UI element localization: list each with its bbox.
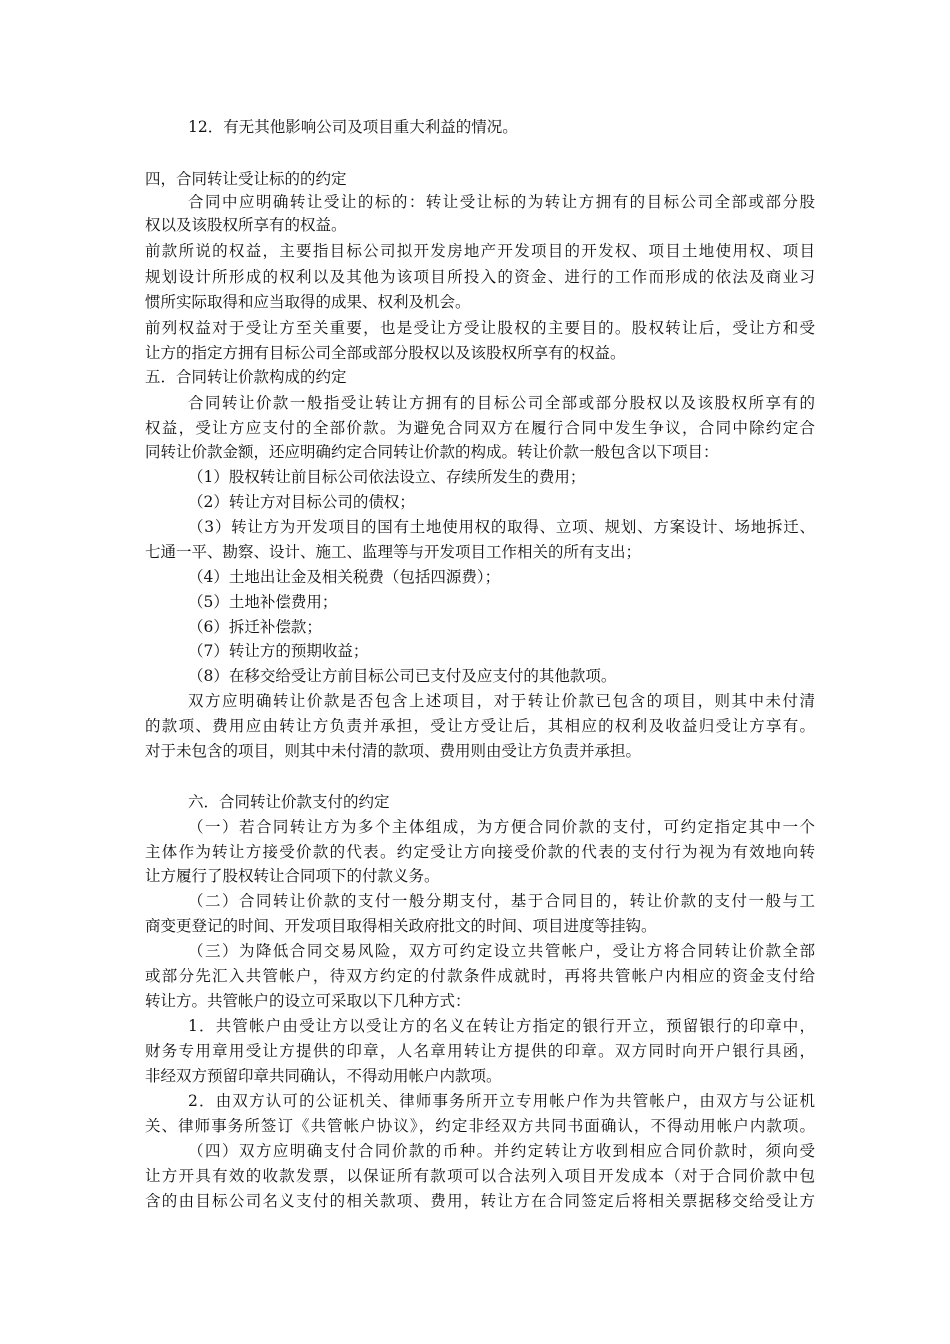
list-item: （6）拆迁补偿款；	[188, 618, 322, 636]
paragraph-line: 让方履行了股权转让合同项下的付款义务。	[145, 867, 440, 885]
list-item: （5）土地补偿费用；	[188, 593, 338, 611]
paragraph-line: 的款项、费用应由转让方负责并承担，受让方受让后，其相应的权利及收益归受让方享有。	[145, 717, 815, 735]
paragraph-line: 对于未包含的项目，则其中未付清的款项、费用则由受让方负责并承担。	[145, 742, 642, 760]
paragraph-line: 权益，受让方应支付的全部价款。为避免合同双方在履行合同中发生争议，合同中除约定合	[145, 419, 815, 437]
paragraph-line: 含的由目标公司名义支付的相关款项、费用，转让方在合同签定后将相关票据移交给受让方	[145, 1192, 815, 1210]
paragraph-line: 同转让价款金额，还应明确约定合同转让价款的构成。转让价款一般包含以下项目：	[145, 443, 719, 461]
paragraph-line: （二）合同转让价款的支付一般分期支付，基于合同目的，转让价款的支付一般与工	[188, 892, 815, 910]
paragraph-line: （三）为降低合同交易风险，双方可约定设立共管帐户，受让方将合同转让价款全部	[188, 942, 815, 960]
paragraph-line: 合同转让价款一般指受让转让方拥有的目标公司全部或部分股权以及该股权所享有的	[188, 394, 815, 412]
list-item: （2）转让方对目标公司的债权；	[188, 493, 415, 511]
paragraph-line: 权以及该股权所享有的权益。	[145, 216, 347, 234]
paragraph-line: 1．共管帐户由受让方以受让方的名义在转让方指定的银行开立，预留银行的印章中，	[188, 1017, 815, 1035]
paragraph-line: 前款所说的权益，主要指目标公司拟开发房地产开发项目的开发权、项目土地使用权、项目	[145, 242, 815, 260]
section-heading-6: 六．合同转让价款支付的约定	[188, 793, 390, 811]
paragraph-line: 惯所实际取得和应当取得的成果、权利及机会。	[145, 293, 471, 311]
list-item: （1）股权转让前目标公司依法设立、存续所发生的费用；	[188, 468, 586, 486]
paragraph-line: 财务专用章用受让方提供的印章，人名章用转让方提供的印章。双方同时向开户银行具函，	[145, 1042, 815, 1060]
paragraph-line: 规划设计所形成的权利以及其他为该项目所投入的资金、进行的工作而形成的依法及商业习	[145, 268, 815, 286]
paragraph-line: 转让方。共管帐户的设立可采取以下几种方式：	[145, 992, 471, 1010]
paragraph-line: 主体作为转让方接受价款的代表。约定受让方向接受价款的代表的支付行为视为有效地向转	[145, 843, 815, 861]
paragraph-line: 合同中应明确转让受让的标的：转让受让标的为转让方拥有的目标公司全部或部分股	[188, 193, 815, 211]
list-item: （8）在移交给受让方前目标公司已支付及应支付的其他款项。	[188, 667, 617, 685]
section-heading-4: 四，合同转让受让标的的约定	[145, 170, 347, 188]
paragraph-line: （一）若合同转让方为多个主体组成，为方便合同价款的支付，可约定指定其中一个	[188, 818, 815, 836]
list-item: （7）转让方的预期收益；	[188, 642, 369, 660]
list-item: （3）转让方为开发项目的国有土地使用权的取得、立项、规划、方案设计、场地拆迁、	[188, 518, 815, 536]
paragraph-line: 商变更登记的时间、开发项目取得相关政府批文的时间、项目进度等挂钩。	[145, 917, 657, 935]
paragraph-line: 让方的指定方拥有目标公司全部或部分股权以及该股权所享有的权益。	[145, 344, 626, 362]
paragraph-line: （四）双方应明确支付合同价款的币种。并约定转让方收到相应合同价款时，须向受	[188, 1142, 815, 1160]
paragraph-line: 或部分先汇入共管帐户，待双方约定的付款条件成就时，再将共管帐户内相应的资金支付给	[145, 967, 815, 985]
paragraph-line: 关、律师事务所签订《共管帐户协议》，约定非经双方共同书面确认，不得动用帐户内款项。	[145, 1117, 815, 1135]
paragraph-line: 非经双方预留印章共同确认，不得动用帐户内款项。	[145, 1067, 502, 1085]
paragraph-line: 双方应明确转让价款是否包含上述项目，对于转让价款已包含的项目，则其中未付清	[188, 692, 815, 710]
list-item-continuation: 七通一平、勘察、设计、施工、监理等与开发项目工作相关的所有支出；	[145, 543, 642, 561]
paragraph-line: 2．由双方认可的公证机关、律师事务所开立专用帐户作为共管帐户，由双方与公证机	[188, 1092, 815, 1110]
paragraph-line: 前列权益对于受让方至关重要，也是受让方受让股权的主要目的。股权转让后，受让方和受	[145, 319, 815, 337]
list-item-12: 12．有无其他影响公司及项目重大利益的情况。	[188, 118, 518, 136]
list-item: （4）土地出让金及相关税费（包括四源费）；	[188, 568, 501, 586]
section-heading-5: 五．合同转让价款构成的约定	[145, 368, 347, 386]
paragraph-line: 让方开具有效的收款发票，以保证所有款项可以合法列入项目开发成本（对于合同价款中包	[145, 1167, 815, 1185]
